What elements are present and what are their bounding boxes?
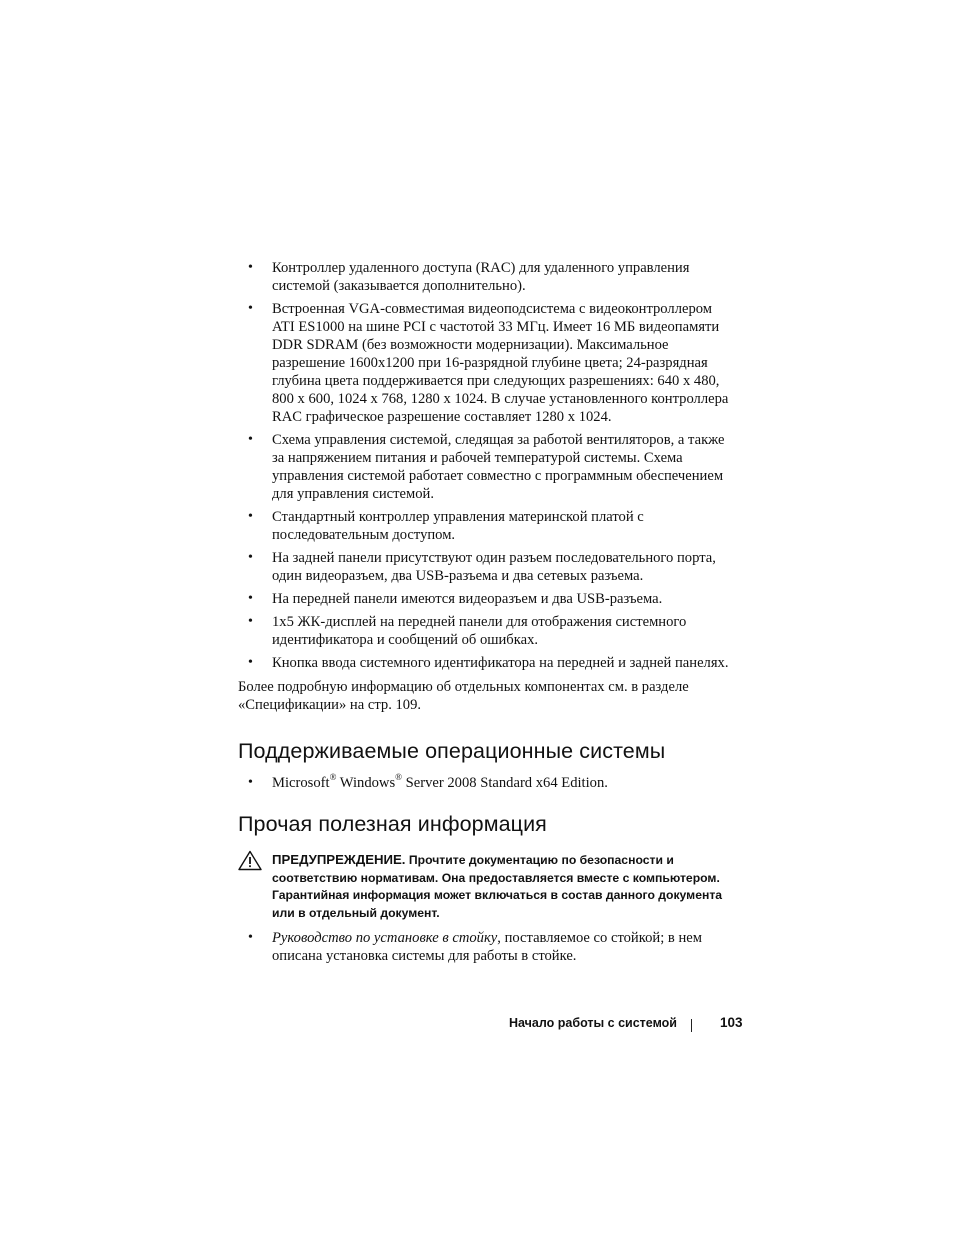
registered-mark: ®	[329, 772, 337, 783]
os-vendor: Microsoft	[272, 775, 330, 791]
bullet: •	[248, 591, 253, 606]
bullet: •	[248, 432, 253, 447]
list-item	[238, 654, 738, 672]
list-item	[238, 774, 738, 792]
feature-list	[238, 259, 738, 672]
list-item	[238, 259, 738, 295]
info-list	[238, 929, 738, 965]
list-item	[238, 590, 738, 608]
warning-text: Прочтите документацию по безопасности и соответствию нормативам. Она предоставляется вместе с компьютером. Гарантийная информация может включаться в состав данного документа или в отдельный документ.	[272, 853, 723, 920]
feature-text: Кнопка ввода системного идентификатора на передней и задней панелях.	[272, 655, 729, 671]
footer-separator	[691, 1019, 692, 1032]
feature-text: 1x5 ЖК-дисплей на передней панели для отображения системного идентификатора и сообщений об ошибках.	[272, 614, 687, 648]
os-list	[238, 774, 738, 792]
registered-mark: ®	[395, 772, 402, 783]
bullet: •	[248, 301, 253, 316]
feature-text: На задней панели присутствуют один разъем последовательного порта, один видеоразъем, два USB-разъема и два сетевых разъема.	[272, 550, 716, 584]
os-text	[272, 772, 608, 791]
bullet: •	[248, 775, 253, 790]
feature-text: Стандартный контроллер управления материнской платой с последовательным доступом.	[272, 509, 644, 543]
list-item	[238, 300, 738, 426]
bullet: •	[248, 655, 253, 670]
bullet: •	[248, 550, 253, 565]
guide-description: , поставляемое со стойкой; в нем описана установка системы для работы в стойке.	[272, 930, 702, 964]
bullet: •	[248, 614, 253, 629]
page-footer	[509, 1015, 743, 1030]
bullet: •	[248, 509, 253, 524]
warning-triangle-icon	[238, 850, 262, 877]
list-item	[238, 431, 738, 503]
os-heading: Поддерживаемые операционные системы	[238, 739, 666, 763]
info-heading: Прочая полезная информация	[238, 812, 547, 836]
guide-title: Руководство по установке в стойку	[272, 930, 498, 946]
page-number: 103	[720, 1015, 743, 1030]
list-item	[238, 508, 738, 544]
bullet: •	[248, 930, 253, 945]
list-item	[238, 929, 738, 965]
warning-note	[238, 851, 738, 922]
page-content	[238, 259, 738, 970]
os-edition: Server 2008 Standard x64 Edition.	[402, 775, 608, 791]
footer-chapter-title: Начало работы с системой	[509, 1016, 677, 1030]
feature-text: Схема управления системой, следящая за работой вентиляторов, а также за напряжением питания и рабочей температурой системы. Схема управления системой работает совместно с программным обеспечением для управления системой.	[272, 432, 725, 502]
guide-text	[272, 930, 702, 964]
warning-label: ПРЕДУПРЕЖДЕНИЕ.	[272, 852, 406, 867]
feature-text: На передней панели имеются видеоразъем и два USB-разъема.	[272, 591, 663, 607]
feature-text: Контроллер удаленного доступа (RAC) для удаленного управления системой (заказывается дополнительно).	[272, 260, 690, 294]
bullet: •	[248, 260, 253, 275]
list-item	[238, 613, 738, 649]
feature-text: Встроенная VGA-совместимая видеоподсистема с видеоконтроллером ATI ES1000 на шине PCI с частотой 33 МГц. Имеет 16 МБ видеопамяти DDR SDRAM (без возможности модернизации). Максимальное разрешение 1600x1200 при 16-разрядной глубине цвета; 24-разрядная глубина цвета поддерживается при следующих разрешениях: 640 x 480, 800 x 600, 1024 x 768, 1280 x 1024. В случае установленного контроллера RAC графическое разрешение составляет 1280 x 1024.	[272, 301, 729, 425]
more-info-paragraph: Более подробную информацию об отдельных компонентах см. в разделе «Спецификации» на стр. 109.	[238, 679, 689, 713]
list-item	[238, 549, 738, 585]
os-product: Windows	[336, 775, 396, 791]
